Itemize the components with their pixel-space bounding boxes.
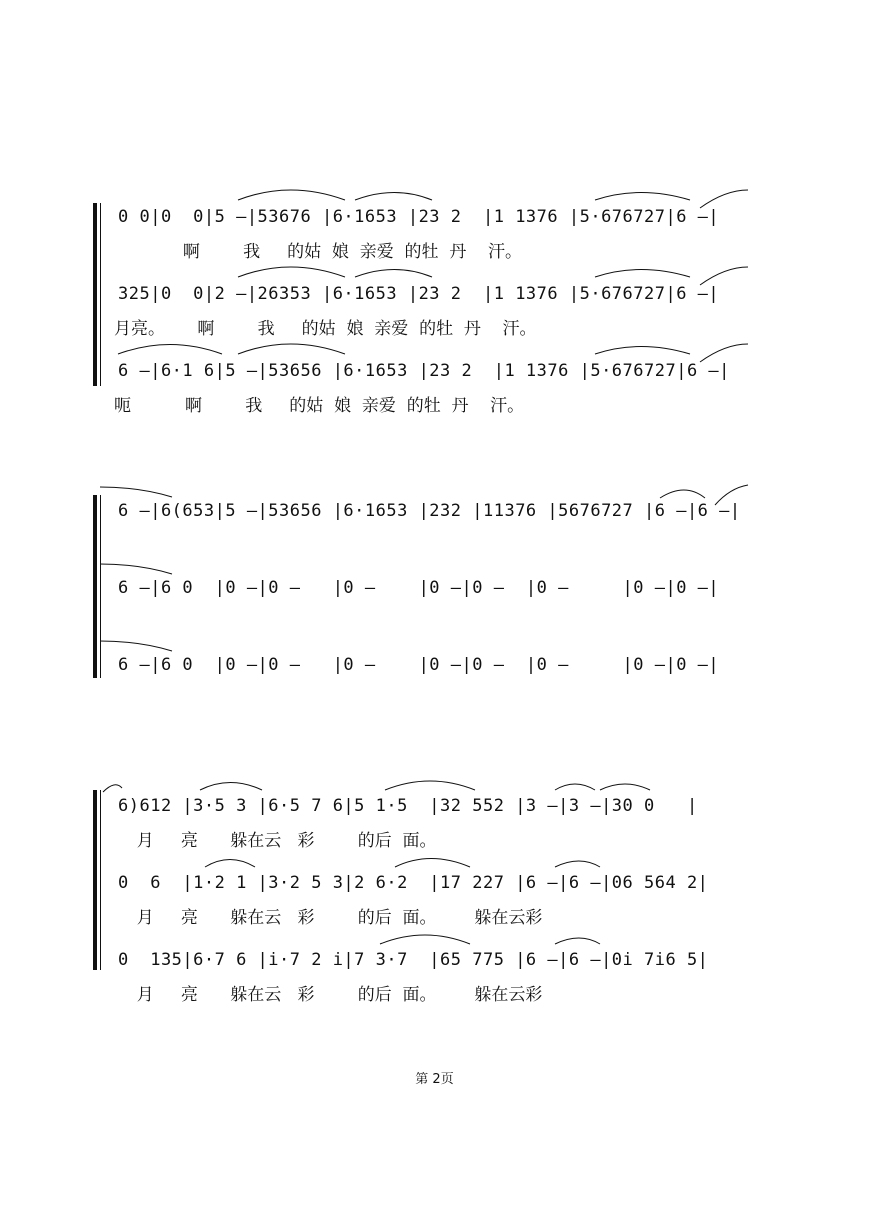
melody-line-part-1: 6 –|6(653|5 –|53656 |6·1653 |232 |11376 |5676727 |6 –|6 –|	[118, 501, 741, 521]
melody-line-part-3: 0 135|6·7 6 |i·7 2 i|7 3·7 |65 775 |6 –|6 –|0i 7i6 5|	[118, 950, 709, 970]
page-number: 第 2页	[415, 1072, 454, 1087]
melody-line-part-1: 0 0|0 0|5 –|53676 |6·1653 |23 2 |1 1376 |5·676727|6 –|	[118, 207, 720, 227]
lyrics-line-part-3: 月 亮 躲在云 彩 的后 面。 躲在云彩	[126, 985, 543, 1005]
system-brace	[93, 790, 97, 970]
system-brace-line	[100, 203, 101, 386]
lyrics-line-part-1: 啊 我 的姑 娘 亲爱 的牡 丹 汗。	[118, 242, 522, 262]
melody-line-part-3: 6 –|6 0 |0 –|0 – |0 – |0 –|0 – |0 – |0 –|0 –|	[118, 655, 720, 675]
melody-line-part-2: 325|0 0|2 –|26353 |6·1653 |23 2 |1 1376 |5·676727|6 –|	[118, 284, 720, 304]
melody-line-part-3: 6 –|6·1 6|5 –|53656 |6·1653 |23 2 |1 1376 |5·676727|6 –|	[118, 361, 730, 381]
system-brace	[93, 203, 97, 386]
lyrics-line-part-1: 月 亮 躲在云 彩 的后 面。	[126, 831, 437, 851]
lyrics-line-part-3: 呃 啊 我 的姑 娘 亲爱 的牡 丹 汗。	[114, 396, 525, 416]
lyrics-line-part-2: 月亮。 啊 我 的姑 娘 亲爱 的牡 丹 汗。	[114, 319, 537, 339]
system-brace	[93, 495, 97, 678]
lyrics-line-part-2: 月 亮 躲在云 彩 的后 面。 躲在云彩	[126, 908, 543, 928]
melody-line-part-2: 0 6 |1·2 1 |3·2 5 3|2 6·2 |17 227 |6 –|6 –|06 564 2|	[118, 873, 709, 893]
melody-line-part-2: 6 –|6 0 |0 –|0 – |0 – |0 –|0 – |0 – |0 –|0 –|	[118, 578, 720, 598]
system-brace-line	[100, 495, 101, 678]
system-brace-line	[100, 790, 101, 970]
melody-line-part-1: 6)612 |3·5 3 |6·5 7 6|5 1·5 |32 552 |3 –|3 –|30 0 |	[118, 796, 698, 816]
